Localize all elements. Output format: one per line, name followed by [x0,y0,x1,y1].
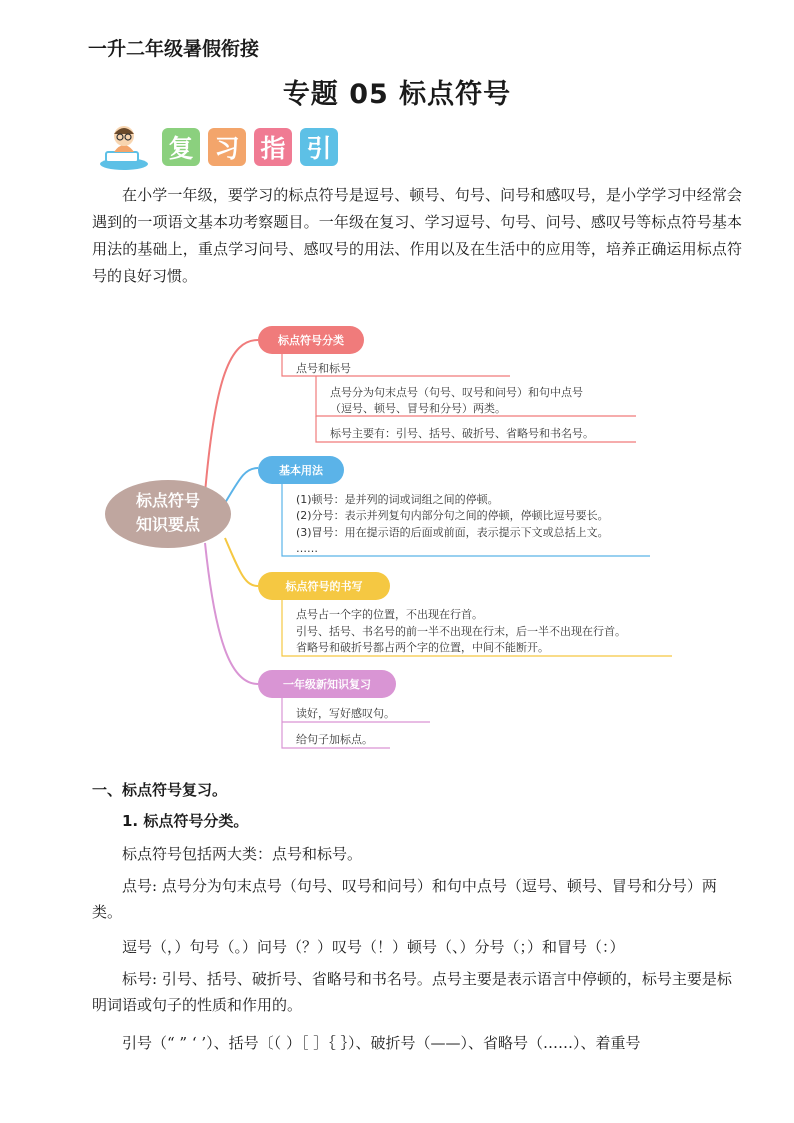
banner-char-xi: 习 [208,128,246,166]
mindmap-center-line1: 标点符号 [135,491,201,510]
subheading-classification: 1. 标点符号分类。 [122,812,249,830]
classification-sub-2: （逗号、顿号、冒号和分号）两类。 [330,402,506,415]
body-paragraph-4: 标号: 引号、括号、破折号、省略号和书名号。点号主要是表示语言中停顿的，标号主要是标明词语或句子的性质和作用的。 [92,970,732,1014]
branch-label-usage: 基本用法 [279,464,323,477]
usage-item-2: (2)分号：表示并列复句内部分句之间的停顿，停顿比逗号要长。 [296,509,609,522]
banner-char-yin: 引 [300,128,338,166]
branch-label-classification: 标点符号分类 [278,334,344,347]
writing-item-2: 引号、括号、书名号的前一半不出现在行末，后一半不出现在行首。 [296,625,626,638]
mindmap-center-line2: 知识要点 [135,515,201,534]
banner-char-zhi: 指 [254,128,292,166]
body-paragraph-3: 逗号（，）句号（。）问号（？）叹号（！）顿号（、）分号（；）和冒号（：） [122,938,625,956]
writing-item-1: 点号占一个字的位置，不出现在行首。 [296,608,483,621]
intro-paragraph: 在小学一年级，要学习的标点符号是逗号、顿号、句号、问号和感叹号，是小学学习中经常会遇到的一项语文基本功考察题目。一年级在复习、学习逗号、句号、问号、感叹号等标点符号基本用法的基础上，重点学习问号、感叹号的用法、作用以及在生活中的应用等，培养正确运用标点符号的良好习惯。 [92,186,742,285]
student-reading-icon [96,122,154,172]
branch-label-writing: 标点符号的书写 [285,580,363,593]
body-paragraph-2: 点号: 点号分为句末点号（句号、叹号和问号）和句中点号（逗号、顿号、冒号和分号）两类。 [92,877,717,921]
header-label: 一升二年级暑假衔接 [88,38,260,60]
review-guide-banner [96,122,338,172]
classification-sub-3: 标号主要有：引号、括号、破折号、省略号和书名号。 [330,427,594,440]
review-item-1: 读好，写好感叹句。 [296,707,395,720]
body-paragraph-1: 标点符号包括两大类：点号和标号。 [122,845,363,863]
page-title: 专题 05 标点符号 [282,79,512,110]
section-heading: 一、标点符号复习。 [92,781,228,799]
usage-item-1: (1)顿号：是并列的词或词组之间的停顿。 [296,493,499,506]
classification-item: 点号和标号 [296,362,351,375]
writing-item-3: 省略号和破折号都占两个字的位置，中间不能断开。 [296,641,549,654]
branch-label-review: 一年级新知识复习 [283,678,371,691]
banner-char-fu: 复 [162,128,200,166]
body-paragraph-5: 引号（“ ” ‘ ’）、括号〔（ ）［ ］｛ ｝）、破折号（——）、省略号（……）、着重号 [122,1034,641,1052]
classification-sub-1: 点号分为句末点号（句号、叹号和问号）和句中点号 [330,386,583,399]
usage-item-3: (3)冒号：用在提示语的后面或前面，表示提示下文或总括上文。 [296,526,609,539]
usage-item-4: …… [296,542,318,555]
knowledge-mindmap [0,318,794,758]
review-item-2: 给句子加标点。 [296,733,373,746]
